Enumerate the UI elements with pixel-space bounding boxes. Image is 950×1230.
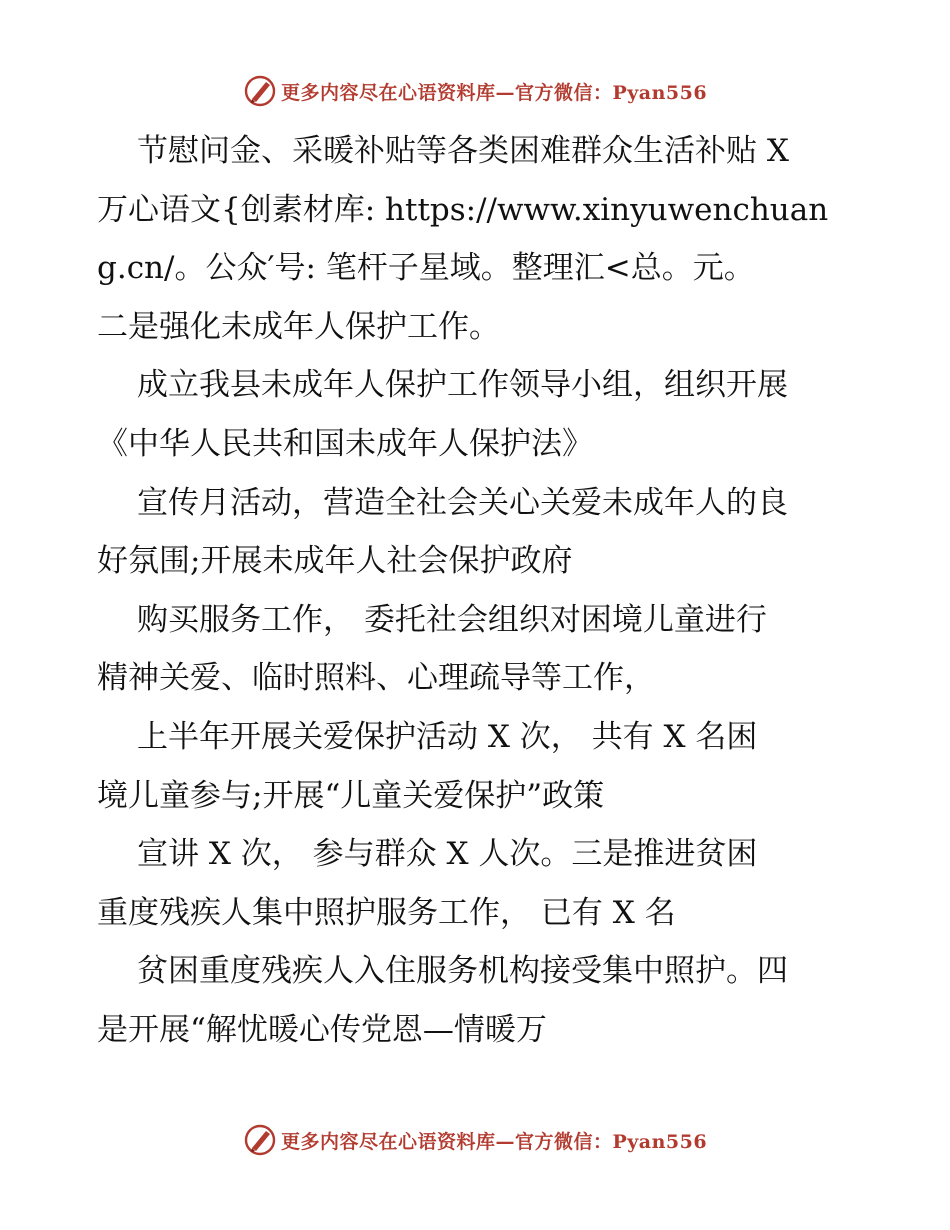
body-line: 《中华人民共和国未成年人保护法》: [97, 425, 593, 462]
body-line: 贫困重度残疾人入住服务机构接受集中照护。四: [137, 953, 788, 990]
body-line: 境儿童参与;开展“儿童关爱保护”政策: [97, 777, 605, 814]
body-line: 万心语文{创素材库: https://www.xinyuwenchuan: [97, 191, 829, 228]
body-line: 重度残疾人集中照护服务工作， 已有 X 名: [97, 894, 676, 931]
body-line: 是开展“解忧暖心传党恩—情暖万: [97, 1011, 547, 1048]
footer-banner-text: 更多内容尽在心语资料库—官方微信：Pyan556: [280, 1130, 708, 1153]
footer-banner: [0, 1120, 950, 1160]
body-line: 购买服务工作， 委托社会组织对困境儿童进行: [137, 601, 767, 638]
header-banner: [0, 71, 950, 111]
body-line: 节慰问金、采暖补贴等各类困难群众生活补贴 X: [137, 133, 789, 169]
body-line: g.cn/。公众′号: 笔杆子星域。整理汇<总。元。: [97, 250, 755, 287]
pen-circle-logo-icon: [243, 74, 277, 108]
body-line: 精神关爱、临时照料、心理疏导等工作，: [97, 660, 655, 697]
header-banner-text: 更多内容尽在心语资料库—官方微信：Pyan556: [280, 81, 708, 104]
body-line: 宣传月活动，营造全社会关心关爱未成年人的良: [137, 484, 788, 521]
body-line: 成立我县未成年人保护工作领导小组，组织开展: [137, 367, 788, 404]
body-line: 好氛围;开展未成年人社会保护政府: [97, 543, 573, 580]
pen-circle-logo-icon: [243, 1123, 277, 1157]
document-body: [97, 122, 857, 1060]
body-line: 上半年开展关爱保护活动 X 次， 共有 X 名困: [137, 718, 758, 755]
body-line: 二是强化未成年人保护工作。: [97, 308, 500, 345]
body-line: 宣讲 X 次， 参与群众 X 人次。三是推进贫困: [137, 836, 758, 873]
